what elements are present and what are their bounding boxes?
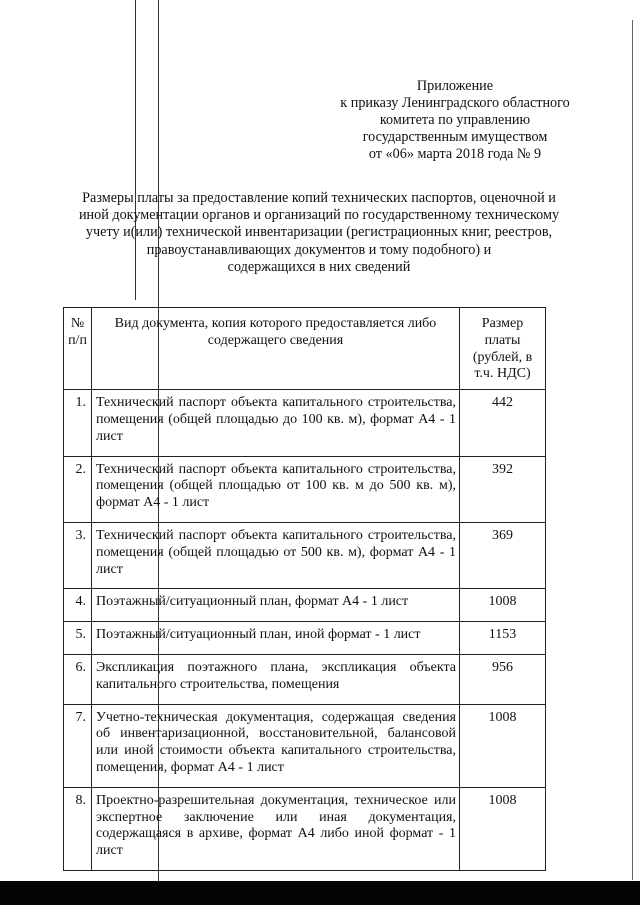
table-row — [64, 654, 546, 704]
row-description: Технический паспорт объекта капитального строительства, помещения (общей площадью от 500 кв. м), формат А4 - 1 лист — [92, 522, 460, 588]
row-description: Поэтажный/ситуационный план, иной формат - 1 лист — [92, 622, 460, 655]
title-line: Размеры платы за предоставление копий технических паспортов, оценочной и — [82, 190, 556, 206]
row-price: 442 — [460, 390, 546, 456]
appendix-header — [300, 78, 610, 163]
title-line: учету и(или) технической инвентаризации (регистрационных книг, реестров, — [85, 224, 553, 241]
row-description: Учетно-техническая документация, содержащая сведения об инвентаризационной, восстановительной, балансовой или иной стоимости объекта капитального строительства, помещения, формат А4 - 1 лист — [92, 704, 460, 787]
scan-line-right — [632, 20, 633, 880]
table-row — [64, 622, 546, 655]
header-line: комитета по управлению — [379, 112, 531, 128]
row-number: 3. — [64, 522, 92, 588]
table-row — [64, 456, 546, 522]
row-price: 1008 — [460, 589, 546, 622]
table-row — [64, 787, 546, 870]
header-line: от «06» марта 2018 года № 9 — [368, 146, 542, 162]
row-description: Проектно-разрешительная документация, техническое или экспертное заключение или иная документация, содержащаяся в архиве, формат А4 либо иной формат - 1 лист — [92, 787, 460, 870]
row-price: 392 — [460, 456, 546, 522]
row-description: Технический паспорт объекта капитального строительства, помещения (общей площадью от 100 кв. м до 500 кв. м), формат А4 - 1 лист — [92, 456, 460, 522]
title-line: содержащихся в них сведений — [227, 258, 411, 275]
row-price: 369 — [460, 522, 546, 588]
row-number: 1. — [64, 390, 92, 456]
header-line: Приложение — [416, 78, 494, 94]
table-row — [64, 522, 546, 588]
header-line: государственным имуществом — [362, 129, 548, 145]
row-description: Технический паспорт объекта капитального строительства, помещения (общей площадью до 100 кв. м), формат А4 - 1 лист — [92, 390, 460, 456]
header-line: к приказу Ленинградского областного — [340, 95, 570, 111]
row-description: Поэтажный/ситуационный план, формат А4 - 1 лист — [92, 589, 460, 622]
row-price: 956 — [460, 654, 546, 704]
row-number: 5. — [64, 622, 92, 655]
row-number: 2. — [64, 456, 92, 522]
document-title — [48, 190, 590, 276]
row-number: 6. — [64, 654, 92, 704]
table-header-row — [64, 308, 546, 390]
header-description: Вид документа, копия которого предоставляется либо содержащего сведения — [92, 308, 460, 390]
row-number: 7. — [64, 704, 92, 787]
table-row — [64, 704, 546, 787]
row-price: 1008 — [460, 704, 546, 787]
header-price: Размер платы (рублей, в т.ч. НДС) — [460, 308, 546, 390]
table-row — [64, 589, 546, 622]
title-line: правоустанавливающих документов и тому подобного) и — [146, 241, 492, 258]
row-price: 1153 — [460, 622, 546, 655]
row-description: Экспликация поэтажного плана, экспликация объекта капитального строительства, помещения — [92, 654, 460, 704]
fee-table — [63, 307, 546, 871]
title-line: иной документации органов и организаций по государственному техническому — [78, 207, 560, 224]
row-number: 4. — [64, 589, 92, 622]
table-row — [64, 390, 546, 456]
row-number: 8. — [64, 787, 92, 870]
row-price: 1008 — [460, 787, 546, 870]
header-num: № п/п — [64, 308, 92, 390]
scan-bottom-edge — [0, 881, 640, 905]
